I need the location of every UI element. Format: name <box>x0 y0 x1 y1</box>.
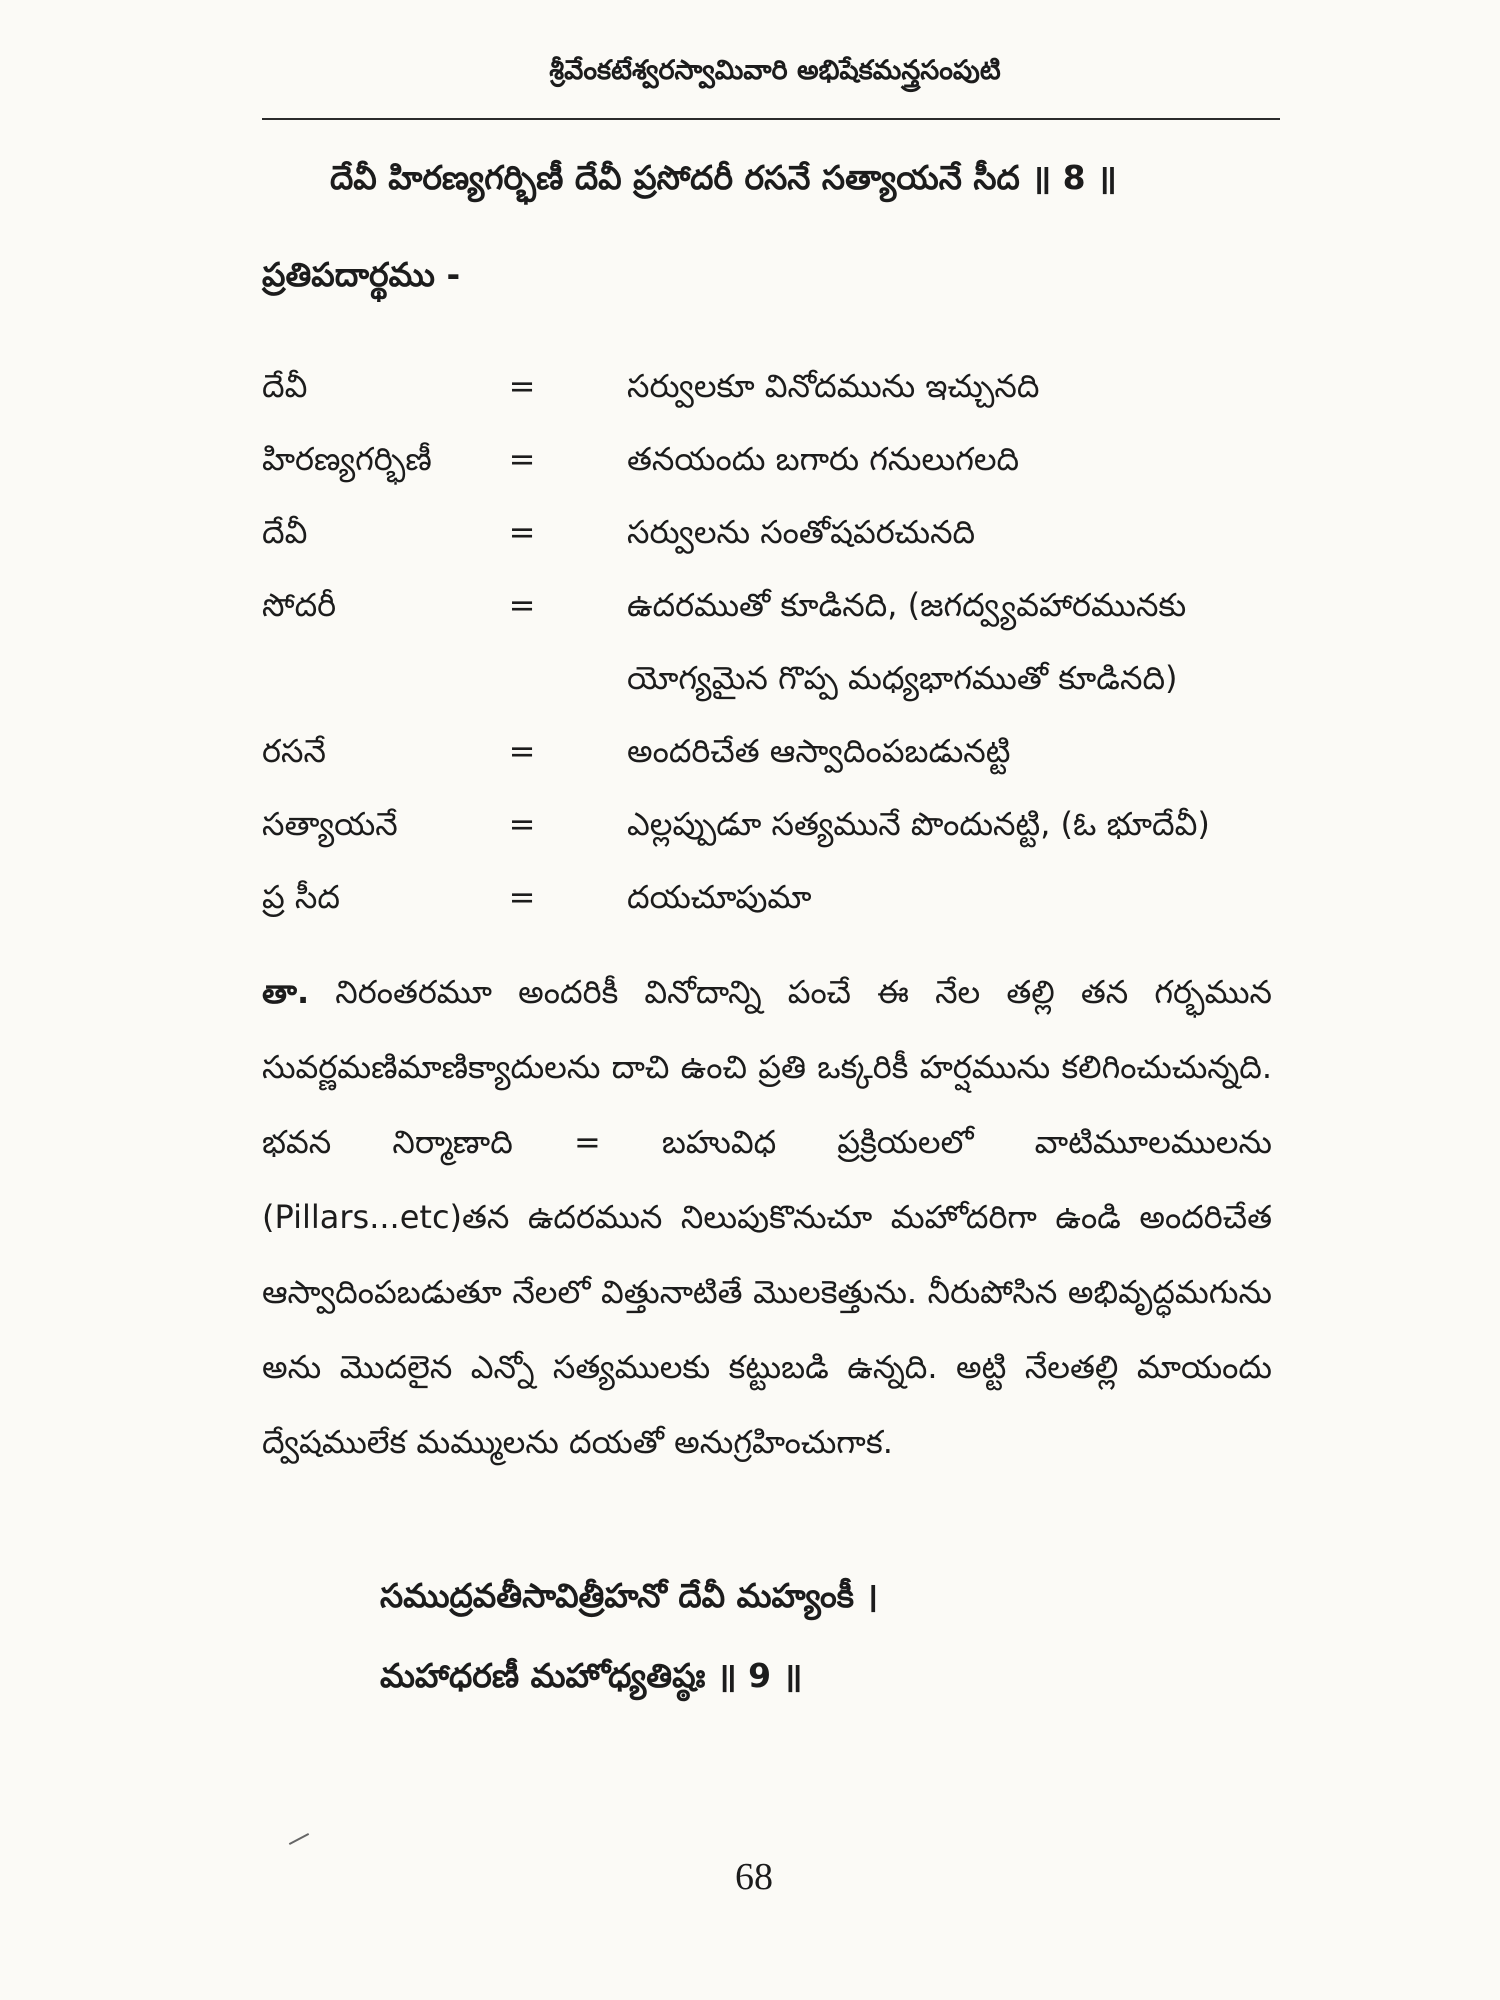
glossary-meaning: అందరిచేత ఆస్వాదింపబడునట్టి <box>627 732 1011 770</box>
glossary-row <box>262 861 1292 934</box>
glossary-term: రసనే <box>262 732 326 770</box>
running-header: శ్రీవేంకటేశ్వరస్వామివారి అభిషేకమన్త్రసంపుటి <box>549 55 1001 86</box>
glossary-row <box>262 715 1292 788</box>
glossary-meaning: ఉదరముతో కూడినది, (జగద్వ్యవహారమునకు యోగ్యమైన గొప్ప మధ్యభాగముతో కూడినది) <box>627 586 1187 697</box>
glossary-term: సోదరీ <box>262 586 337 624</box>
glossary-equals: = <box>508 367 536 405</box>
glossary-equals: = <box>508 732 536 770</box>
word-meaning-heading: ప్రతిపదార్థము - <box>262 255 461 294</box>
glossary-row <box>262 569 1292 715</box>
glossary-equals: = <box>508 805 536 843</box>
glossary-term: హిరణ్యగర్భిణీ <box>262 440 432 478</box>
page-number: 68 <box>735 1856 773 1898</box>
glossary-meaning: సర్వులకూ వినోదమును ఇచ్చునది <box>627 367 1040 405</box>
commentary-text: నిరంతరమూ అందరికీ వినోదాన్ని పంచే ఈ నేల తల్లి తన గర్భమున సువర్ణమణిమాణిక్యాదులను దాచి ఉంచి ప్రతి ఒక్కరికీ హర్షమును కలిగించుచున్నది. భవన నిర్మాణాది = బహువిధ ప్రక్రియలలో వాటిమూలములను (Pillars...etc)తన ఉదరమున నిలుపుకొనుచూ మహోదరిగా ఉండి అందరిచేత ఆస్వాదింపబడుతూ నేలలో విత్తునాటితే మొలకెత్తును. నీరుపోసిన అభివృద్ధమగును అను మొదలైన ఎన్నో సత్యములకు కట్టుబడి ఉన్నది. అట్టి నేలతల్లి మాయందు ద్వేషములేక మమ్ములను దయతో అనుగ్రహించుగాక. <box>262 973 1272 1461</box>
glossary-row <box>262 788 1292 861</box>
glossary-equals: = <box>508 878 536 916</box>
glossary-meaning: దయచూపుమా <box>627 878 812 916</box>
glossary-term: దేవీ <box>262 513 308 551</box>
glossary-meaning: తనయందు బగారు గనులుగలది <box>627 440 1020 478</box>
glossary-term: దేవీ <box>262 367 308 405</box>
word-meaning-glossary <box>262 350 1292 934</box>
glossary-meaning: ఎల్లప్పుడూ సత్యమునే పొందునట్టి, (ఓ భూదేవీ) <box>627 805 1210 843</box>
glossary-equals: = <box>508 586 536 624</box>
stray-pen-mark <box>289 1833 309 1845</box>
header-divider <box>262 118 1280 120</box>
commentary-paragraph <box>262 955 1272 1480</box>
glossary-row <box>262 496 1292 569</box>
mantra-verse-8: దేవీ హిరణ్యగర్భిణీ దేవీ ప్రసోదరీ రసనే సత్యాయనే సీద ॥ 8 ॥ <box>330 158 1117 197</box>
glossary-meaning: సర్వులను సంతోషపరచునది <box>627 513 976 551</box>
glossary-equals: = <box>508 513 536 551</box>
mantra-verse-9-line-2: మహాధరణీ మహోధ్యతిష్ఠః ॥ 9 ॥ <box>380 1656 803 1695</box>
glossary-equals: = <box>508 440 536 478</box>
glossary-term: ప్ర సీద <box>262 878 340 916</box>
commentary-label: తా. <box>262 973 310 1011</box>
glossary-row <box>262 423 1292 496</box>
glossary-term: సత్యాయనే <box>262 805 398 843</box>
glossary-row <box>262 350 1292 423</box>
mantra-verse-9-line-1: సముద్రవతీసావిత్రీహనో దేవీ మహ్యంకీ । <box>380 1576 878 1615</box>
